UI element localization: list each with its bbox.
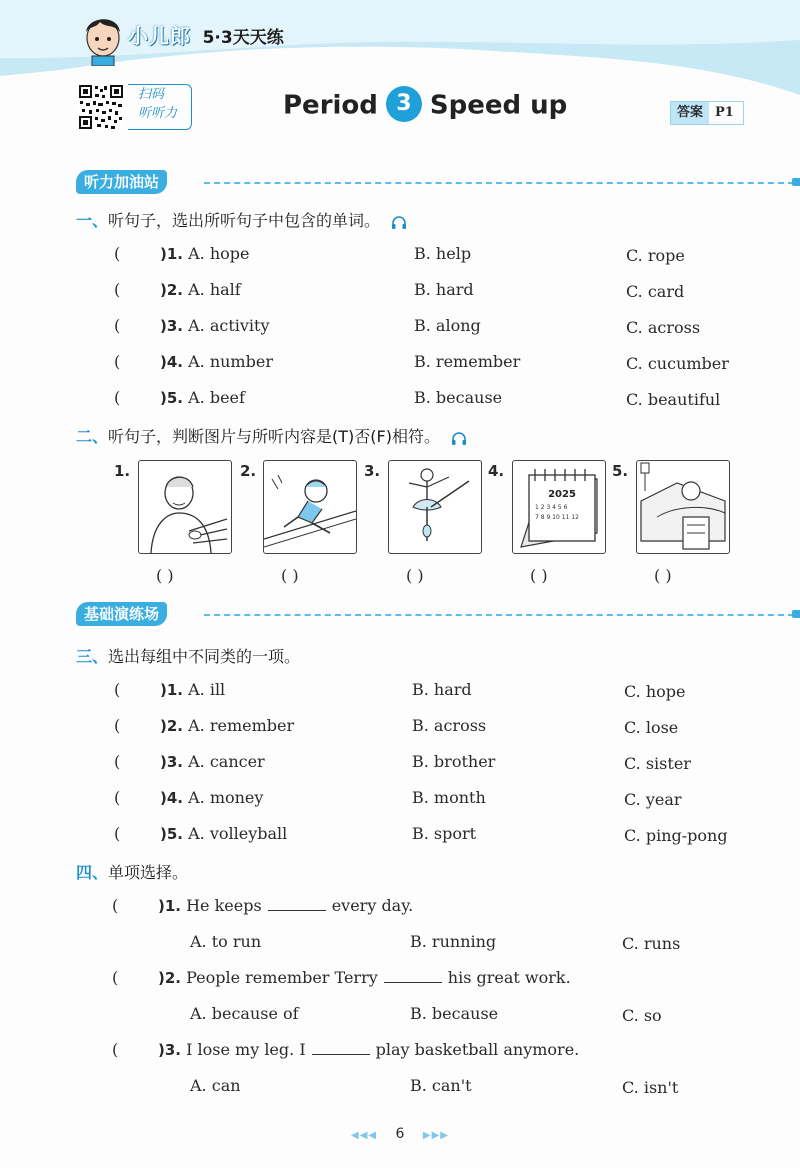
question-text: )1. He keeps every day.: [158, 896, 414, 915]
part2-heading: [76, 424, 467, 447]
part4-instruction: 单项选择。: [108, 863, 189, 882]
page-footer: [0, 1126, 800, 1142]
section-listening-label: 听力加油站: [76, 170, 167, 194]
tf-answer-paren[interactable]: ( ): [156, 566, 174, 585]
section-listening: [76, 170, 167, 194]
calendar-year: 2025: [548, 489, 576, 500]
page-title: [283, 88, 567, 124]
option-a: A. can: [190, 1076, 241, 1095]
divider: [204, 182, 794, 184]
part1-heading: [76, 208, 407, 231]
option-c: C. rope: [626, 246, 685, 265]
answer-paren[interactable]: (: [114, 788, 121, 807]
tf-answer-paren[interactable]: ( ): [406, 566, 424, 585]
section-basic-label: 基础演练场: [76, 602, 167, 626]
answer-paren[interactable]: (: [112, 968, 119, 987]
question-text: )4. A. number: [160, 352, 273, 371]
arrows-right-icon: ▶▶▶: [422, 1130, 449, 1141]
picture-calendar: [512, 460, 606, 554]
picture-number: 4.: [488, 462, 505, 480]
option-b: B. help: [414, 244, 472, 263]
picture-number: 5.: [612, 462, 629, 480]
question-text: )1. A. hope: [160, 244, 250, 263]
question-text: )3. I lose my leg. I play basketball anymore.: [158, 1040, 580, 1059]
answer-paren[interactable]: (: [114, 316, 121, 335]
option-b: B. month: [412, 788, 486, 807]
answer-paren[interactable]: (: [114, 716, 121, 735]
option-c: C. ping-pong: [624, 826, 728, 845]
scan-line1: 扫码: [138, 87, 165, 102]
answer-paren[interactable]: (: [112, 896, 119, 915]
option-c: C. runs: [622, 934, 681, 953]
part3-number: 三、: [76, 647, 109, 666]
part3-heading: [76, 644, 300, 667]
page-number: 6: [395, 1126, 405, 1142]
part1-number: 一、: [76, 211, 109, 230]
picture-number: 2.: [240, 462, 257, 480]
part2-instruction: 听句子，判断图片与所听内容是(T)否(F)相符。: [108, 427, 440, 446]
answer-paren[interactable]: (: [114, 280, 121, 299]
option-b: B. across: [412, 716, 487, 735]
tf-answer-paren[interactable]: ( ): [281, 566, 299, 585]
scan-line2: 听听力: [138, 106, 178, 121]
picture-number: 1.: [114, 462, 131, 480]
fill-blank[interactable]: [384, 968, 442, 983]
section-basic: [76, 602, 167, 626]
option-b: B. sport: [412, 824, 477, 843]
divider: [204, 614, 794, 616]
part1-instruction: 听句子，选出所听句子中包含的单词。: [108, 211, 381, 230]
part3-instruction: 选出每组中不同类的一项。: [108, 647, 301, 666]
period-number-badge: 3: [386, 86, 422, 122]
pencil-icon: [792, 178, 800, 186]
headphones-icon[interactable]: [391, 215, 407, 229]
svg-text:1 2 3 4 5 6: 1 2 3 4 5 6: [535, 504, 568, 511]
question-text: )3. A. activity: [160, 316, 270, 335]
svg-text:7 8 9 10 11 12: 7 8 9 10 11 12: [535, 514, 579, 521]
option-c: C. card: [626, 282, 685, 301]
answer-reference: [670, 101, 744, 125]
qr-code-icon[interactable]: [78, 84, 124, 130]
question-text: )1. A. ill: [160, 680, 226, 699]
picture-old-man-weaving: [138, 460, 232, 554]
brand-series: 5·3天天练: [202, 28, 284, 48]
fill-blank[interactable]: [268, 896, 326, 911]
option-b: B. along: [414, 316, 481, 335]
scan-prompt: [128, 84, 192, 130]
option-c: C. across: [626, 318, 701, 337]
option-b: B. because: [414, 388, 503, 407]
option-c: C. year: [624, 790, 682, 809]
title-right: Speed up: [429, 90, 568, 121]
pencil-icon: [792, 610, 800, 618]
answer-page: P1: [715, 105, 734, 120]
question-text: )4. A. money: [160, 788, 264, 807]
option-b: B. running: [410, 932, 497, 951]
fill-blank[interactable]: [312, 1040, 370, 1055]
question-text: )2. A. half: [160, 280, 241, 299]
option-c: C. isn't: [622, 1078, 679, 1097]
question-text: )5. A. beef: [160, 388, 245, 407]
option-b: B. because: [410, 1004, 499, 1023]
mascot-icon: [78, 10, 128, 66]
part4-heading: [76, 860, 188, 883]
option-b: B. remember: [414, 352, 521, 371]
title-left: Period: [283, 90, 378, 121]
answer-paren[interactable]: (: [114, 244, 121, 263]
picture-ballet-dancer: [388, 460, 482, 554]
option-b: B. can't: [410, 1076, 472, 1095]
option-c: C. hope: [624, 682, 686, 701]
headphones-icon[interactable]: [451, 431, 467, 445]
option-b: B. hard: [414, 280, 474, 299]
option-a: A. because of: [190, 1004, 299, 1023]
tf-answer-paren[interactable]: ( ): [654, 566, 672, 585]
question-text: )5. A. volleyball: [160, 824, 288, 843]
option-b: B. hard: [412, 680, 472, 699]
brand-name: 小儿郎: [128, 24, 191, 48]
option-b: B. brother: [412, 752, 496, 771]
answer-paren[interactable]: (: [114, 752, 121, 771]
option-c: C. so: [622, 1006, 662, 1025]
option-c: C. cucumber: [626, 354, 729, 373]
brand-logo: [128, 20, 284, 49]
arrows-left-icon: ◀◀◀: [351, 1130, 378, 1141]
tf-answer-paren[interactable]: ( ): [530, 566, 548, 585]
answer-paren[interactable]: (: [114, 680, 121, 699]
answer-paren[interactable]: (: [114, 388, 121, 407]
picture-running-child: [263, 460, 357, 554]
answer-label: 答案: [671, 102, 709, 124]
option-a: A. to run: [190, 932, 262, 951]
picture-hospital-bed: [636, 460, 730, 554]
part2-number: 二、: [76, 427, 109, 446]
question-text: )2. People remember Terry his great work.: [158, 968, 571, 987]
picture-number: 3.: [364, 462, 381, 480]
answer-paren[interactable]: (: [114, 824, 121, 843]
question-text: )2. A. remember: [160, 716, 295, 735]
option-c: C. sister: [624, 754, 691, 773]
option-c: C. beautiful: [626, 390, 721, 409]
answer-paren[interactable]: (: [112, 1040, 119, 1059]
part4-number: 四、: [76, 863, 109, 882]
option-c: C. lose: [624, 718, 679, 737]
answer-paren[interactable]: (: [114, 352, 121, 371]
question-text: )3. A. cancer: [160, 752, 265, 771]
